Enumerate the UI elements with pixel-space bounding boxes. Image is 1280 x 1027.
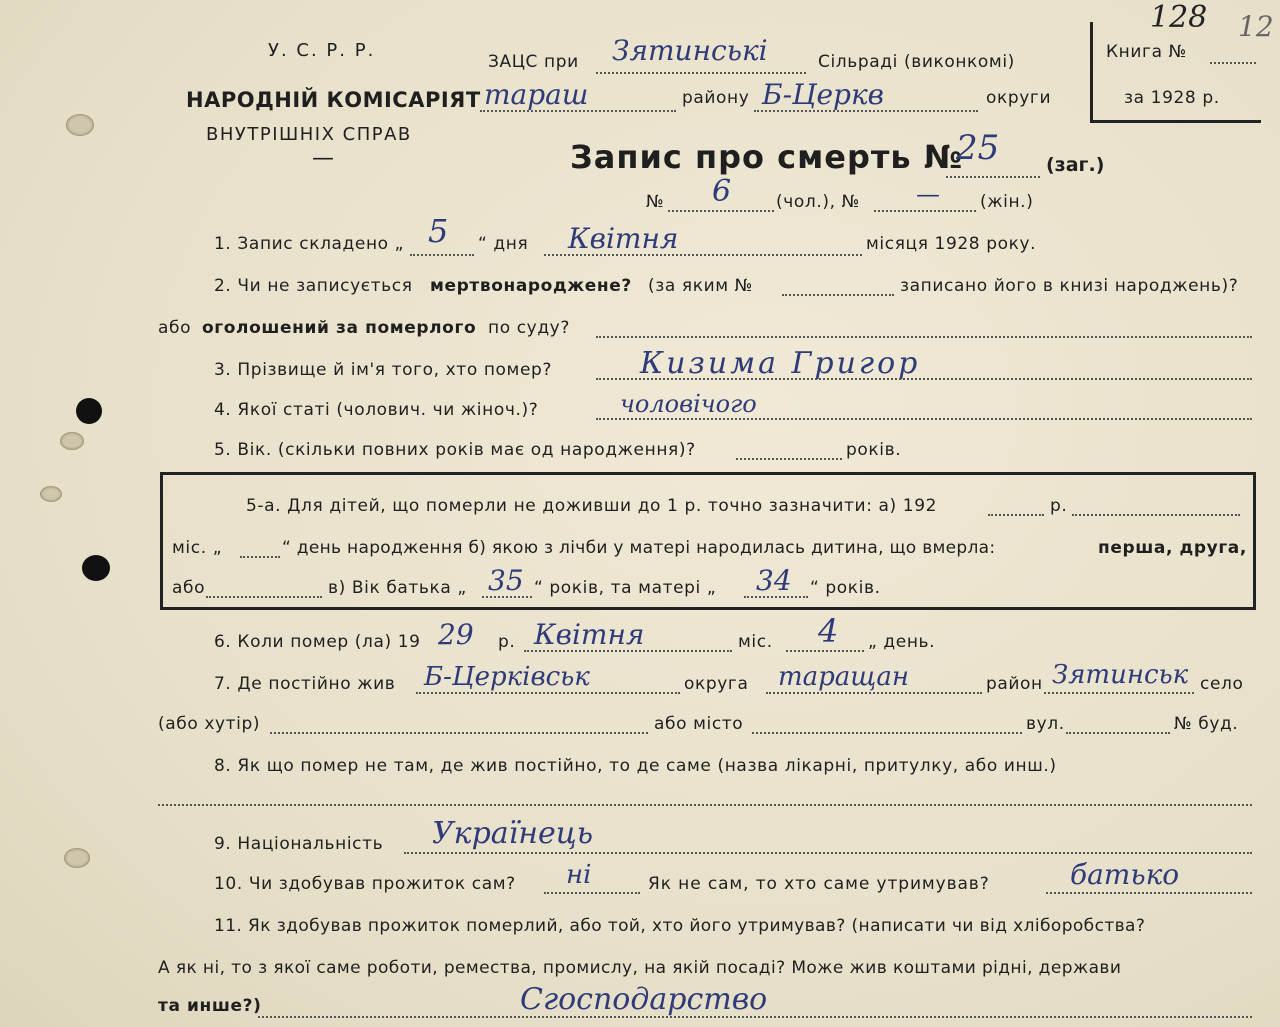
dotted-line [1044, 692, 1194, 694]
row3-label: 3. Прізвище й ім'я того, хто помер? [214, 360, 553, 380]
dotted-line [754, 110, 978, 112]
dotted-line [544, 892, 640, 894]
row2-bold: мертвонароджене? [430, 276, 632, 296]
dotted-line [782, 294, 894, 296]
row5a-line2-prefix: міс. „ [172, 538, 223, 558]
row8-label: 8. Як що помер не там, де жив постійно, то де саме (назва лікарні, притулку, або инш.) [214, 756, 1057, 776]
row5a-line3-mid: в) Вік батька „ [328, 578, 467, 598]
dotted-line [786, 650, 864, 652]
deceased-name: Кизима Григор [640, 346, 921, 381]
record-number: 25 [956, 128, 1000, 168]
row1-month: Квітня [568, 222, 679, 255]
dotted-line [480, 110, 676, 112]
residence-selo: Зятинськ [1052, 660, 1189, 690]
male-number: 6 [712, 174, 732, 209]
corner-mark: 12 [1238, 10, 1274, 43]
punch-hole [76, 398, 102, 424]
dotted-line [240, 556, 280, 558]
dotted-line [596, 336, 1252, 338]
death-year: 29 [438, 618, 474, 651]
row2b-prefix: або [158, 318, 192, 338]
row5a-line2-bold: перша, друга, [1098, 538, 1247, 558]
punch-hole [82, 555, 110, 581]
row1-day: 5 [428, 212, 449, 250]
row11-line3: та инше?) [158, 996, 262, 1016]
dotted-line [1072, 514, 1240, 516]
row5-label: 5. Вік. (скільки повних років має од народження)? [214, 440, 696, 460]
dotted-line [158, 804, 1252, 806]
corner-mark: 128 [1150, 0, 1208, 35]
dotted-line [1046, 892, 1252, 894]
dotted-line [874, 210, 976, 212]
row11-line2: А як ні, то з якої саме роботи, ремества, промислу, на якій посаді? Може жив коштами рідні, держави [158, 958, 1122, 978]
punch-hole [60, 432, 84, 450]
dotted-line [410, 254, 474, 256]
okruh-label: округи [986, 88, 1052, 108]
commissariat-label: НАРОДНІЙ КОМІСАРІЯТ [186, 88, 481, 112]
row6-prefix: 6. Коли помер (ла) 19 [214, 632, 421, 652]
row5a-line1: 5-а. Для дітей, що померли не доживши до 1 р. точно зазначити: а) 192 [246, 496, 938, 516]
district-label: району [682, 88, 750, 108]
row4-label: 4. Якої статі (чолович. чи жіноч.)? [214, 400, 539, 420]
dotted-line [404, 852, 1252, 854]
book-label: Книга № [1106, 42, 1187, 62]
district-value: тараш [484, 78, 589, 111]
male-label: (чол.), № [776, 192, 860, 212]
row11-line1: 11. Як здобував прожиток померлий, або той, хто його утримував? (написати чи від хліборобства? [214, 916, 1146, 936]
dotted-line [988, 514, 1044, 516]
father-age: 35 [488, 564, 524, 597]
row2b-bold: оголошений за померлого [202, 318, 477, 338]
row7-okruh-label: округа [684, 674, 749, 694]
row2b-suffix: по суду? [488, 318, 570, 338]
village-value: Зятинськi [612, 34, 768, 67]
dotted-line [766, 692, 982, 694]
dotted-line [946, 176, 1040, 178]
row7b-vul: вул. [1026, 714, 1065, 734]
row2-prefix: 2. Чи не записується [214, 276, 413, 296]
row6-suffix: „ день. [868, 632, 936, 652]
row5a-line2-mid: “ день народження б) якою з лічби у матері народилась дитина, що вмерла: [282, 538, 996, 558]
row5a-line3-suffix: “ років. [810, 578, 881, 598]
sex-value: чоловiчого [620, 390, 757, 418]
row5a-line1-suffix: р. [1050, 496, 1068, 516]
dotted-line [524, 650, 732, 652]
dotted-line [1210, 62, 1256, 64]
row1-prefix: 1. Запис складено „ [214, 234, 405, 254]
row2-suffix: записано його в книзі народжень)? [900, 276, 1239, 296]
row9-label: 9. Національність [214, 834, 384, 854]
mother-age: 34 [756, 564, 792, 597]
dotted-line [270, 732, 648, 734]
row5a-line3-prefix: або [172, 578, 206, 598]
dotted-line [596, 418, 1252, 420]
row7b-mid: або місто [654, 714, 744, 734]
row1-mid: “ дня [478, 234, 529, 254]
dotted-line [258, 1016, 1252, 1018]
female-label: (жін.) [980, 192, 1034, 212]
residence-rayon: таращан [778, 662, 909, 692]
row7b-prefix: (або хутір) [158, 714, 261, 734]
dotted-line [668, 210, 774, 212]
dotted-line [1066, 732, 1170, 734]
zags-label: ЗАЦС при [488, 52, 579, 72]
dotted-line [544, 254, 862, 256]
dotted-line [416, 692, 680, 694]
row7-prefix: 7. Де постійно жив [214, 674, 396, 694]
row5a-line3-mid2: “ років, та матері „ [534, 578, 717, 598]
dotted-line [736, 458, 842, 460]
row10-mid: Як не сам, то хто саме утримував? [648, 874, 990, 894]
dotted-line [752, 732, 1022, 734]
row6-mis: міс. [738, 632, 773, 652]
row7-selo-label: село [1200, 674, 1244, 694]
row6-r: р. [498, 632, 516, 652]
row10-prefix: 10. Чи здобував прожиток сам? [214, 874, 516, 894]
record-title: Запис про смерть № [570, 138, 964, 176]
republic-label: У. С. Р. Р. [268, 40, 376, 61]
residence-okruh: Б-Церкiвськ [424, 662, 590, 692]
dotted-line [744, 596, 808, 598]
header-dash: — [312, 146, 334, 171]
supporter-value: батько [1070, 858, 1180, 891]
dotted-line [482, 596, 532, 598]
nationality-value: Українець [432, 816, 594, 851]
row1-suffix: місяця 1928 року. [866, 234, 1037, 254]
punch-hole [66, 114, 94, 136]
self-support-answer: нi [566, 860, 592, 890]
okruh-value: Б-Церкв [762, 78, 884, 111]
female-number: — [916, 180, 940, 208]
no-label: № [646, 192, 665, 212]
book-year: за 1928 р. [1124, 88, 1220, 108]
punch-hole [40, 486, 62, 502]
row7-rayon-label: район [986, 674, 1043, 694]
row7b-bud: № буд. [1174, 714, 1239, 734]
dotted-line [596, 378, 1252, 380]
record-suffix: (заг.) [1046, 154, 1105, 176]
dotted-line [596, 72, 806, 74]
dotted-line [206, 596, 322, 598]
sildradi-label: Сільраді (виконкомі) [818, 52, 1015, 72]
death-month: Квiтня [534, 618, 645, 651]
punch-hole [64, 848, 90, 868]
row2-mid: (за яким № [648, 276, 753, 296]
death-day: 4 [818, 612, 839, 650]
department-label: ВНУТРІШНІХ СПРАВ [206, 124, 412, 145]
row5-suffix: років. [846, 440, 902, 460]
occupation-value: Сгосподарство [520, 982, 768, 1017]
